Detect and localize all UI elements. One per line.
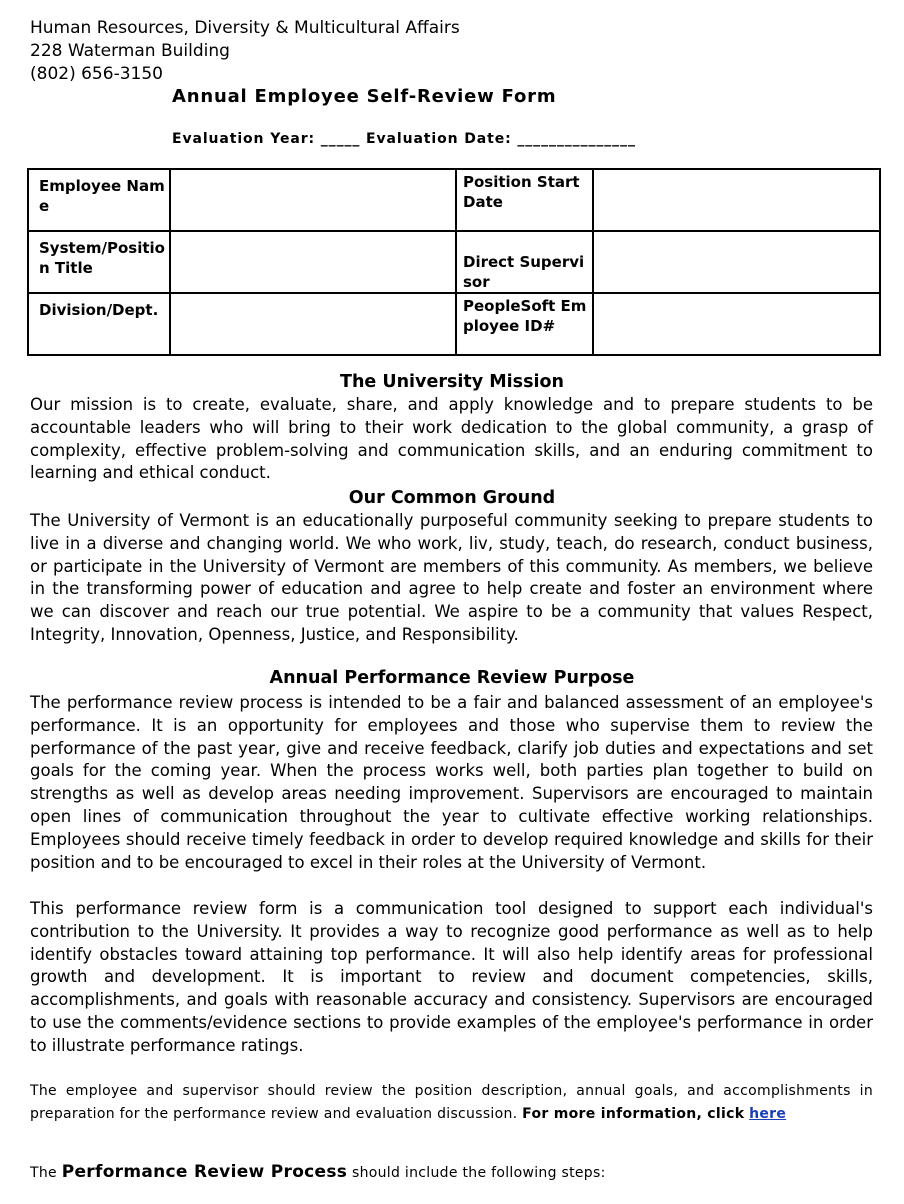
peoplesoft-id-label: PeopleSoft Employee ID# [456, 293, 593, 355]
employee-name-field[interactable] [170, 169, 456, 231]
system-position-title-field[interactable] [170, 231, 456, 293]
system-position-title-label: System/Position Title [28, 231, 170, 293]
review-purpose-heading: Annual Performance Review Purpose [269, 668, 635, 688]
org-name: Human Resources, Diversity & Multicultural Affairs [30, 18, 460, 38]
review-purpose-para-1: The performance review process is intended to be a fair and balanced assessment of an employee's performance. It is an opportunity for employees and those who supervise them to review the performance of the past year, give and receive feedback, clarify job duties and expectations and set goals for the coming year. When the process works well, both parties plan together to build on strengths as well as develop areas needing improvement. Supervisors are encouraged to maintain open lines of communication throughout the year to cultivate effective working relationships. Employees should receive timely feedback in order to develop required knowledge and skills for their position and to be encouraged to excel in their roles at the University of Vermont. [30, 693, 873, 872]
common-ground-text: The University of Vermont is an educationally purposeful community seeking to prepare students to live in a diverse and changing world. We who work, liv, study, teach, do research, conduct business, or participate in the University of Vermont are members of this community. As members, we believe in the transforming power of education and agree to help create and foster an environment where we can discover and reach our true potential. We aspire to be a community that values Respect, Integrity, Innovation, Openness, Justice, and Responsibility. [30, 511, 873, 644]
employee-info-table [27, 168, 881, 356]
more-info-text: For more information, click [522, 1105, 745, 1122]
phone-number: (802) 656-3150 [30, 64, 163, 84]
process-suffix: should include the following steps: [351, 1165, 606, 1181]
division-dept-field[interactable] [170, 293, 456, 355]
review-prep-text: The employee and supervisor should review the position description, annual goals, and accomplishments in preparation for the performance review and evaluation discussion. [30, 1083, 873, 1122]
building-address: 228 Waterman Building [30, 41, 230, 61]
mission-text: Our mission is to create, evaluate, share, and apply knowledge and to prepare students to be accountable leaders who will bring to their work dedication to the global community, a grasp of complexity, effective problem-solving and communication skills, and an enduring commitment to learning and ethical conduct. [30, 395, 873, 483]
process-prefix: The [30, 1165, 57, 1181]
division-dept-label: Division/Dept. [28, 293, 170, 355]
review-process-intro [30, 1162, 606, 1182]
mission-heading: The University Mission [340, 372, 564, 392]
form-title: Annual Employee Self-Review Form [172, 86, 557, 107]
position-start-date-label: Position Start Date [456, 169, 593, 231]
review-purpose-para-3 [30, 1080, 873, 1125]
here-link[interactable]: here [749, 1105, 787, 1122]
employee-name-label: Employee Name [28, 169, 170, 231]
position-start-date-field[interactable] [593, 169, 880, 231]
direct-supervisor-label: Direct Supervisor [456, 231, 593, 293]
process-title: Performance Review Process [61, 1162, 348, 1182]
common-ground-heading: Our Common Ground [348, 488, 556, 508]
direct-supervisor-field[interactable] [593, 231, 880, 293]
peoplesoft-id-field[interactable] [593, 293, 880, 355]
review-purpose-para-2: This performance review form is a communication tool designed to support each individual's contribution to the University. It provides a way to recognize good performance as well as to help identify obstacles toward attaining top performance. It will also help identify areas for professional growth and development. It is important to review and document competencies, skills, accomplishments, and goals with reasonable accuracy and consistency. Supervisors are encouraged to use the comments/evidence sections to provide examples of the employee's performance in order to illustrate performance ratings. [30, 899, 873, 1055]
evaluation-year-date-line: Evaluation Year: _____ Evaluation Date: _______________ [172, 131, 636, 147]
